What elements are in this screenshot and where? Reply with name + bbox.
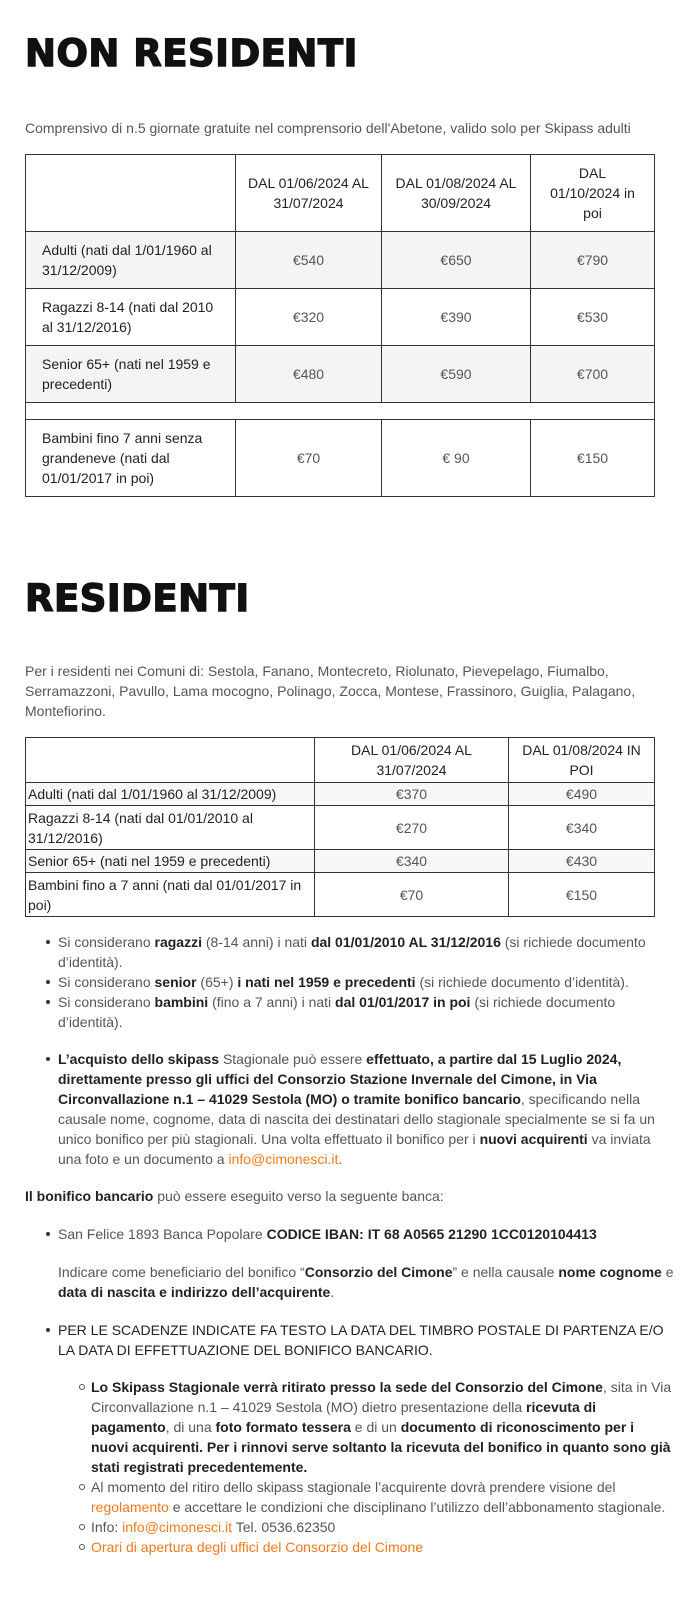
pickup-bold: documento di riconoscimento per i nuovi acquirenti. Per i rinnovi serve soltanto la ricevuta del bonifico in quanto sono già stati registrati precedentemente. bbox=[91, 1419, 671, 1475]
note-bold: dal 01/01/2017 in poi bbox=[335, 994, 471, 1010]
info-phone: Tel. 0536.62350 bbox=[232, 1519, 336, 1535]
table-row bbox=[26, 420, 655, 497]
note-text: (si richiede documento d’identità). bbox=[415, 974, 629, 990]
non-residenti-intro: Comprensivo di n.5 giornate gratuite nel comprensorio dell'Abetone, valido solo per Skipass adulti bbox=[25, 120, 631, 136]
price-cell: €480 bbox=[236, 346, 382, 403]
row-label: Senior 65+ (nati nel 1959 e precedenti) bbox=[26, 850, 315, 873]
note-text: (8-14 anni) i nati bbox=[201, 934, 311, 950]
note-text: (si richiede documento d’identità). bbox=[58, 994, 616, 1030]
price-cell: €540 bbox=[236, 232, 382, 289]
row-label: Adulti (nati dal 1/01/1960 al 31/12/2009) bbox=[26, 783, 315, 806]
price-cell: €320 bbox=[236, 289, 382, 346]
price-cell: €70 bbox=[315, 873, 509, 917]
header-cell-period-3: DAL 01/10/2024 in poi bbox=[531, 155, 655, 232]
note-text: (fino a 7 anni) i nati bbox=[208, 994, 336, 1010]
bank-note-text: e bbox=[661, 1264, 674, 1280]
price-cell: €370 bbox=[315, 783, 509, 806]
note-bold: bambini bbox=[154, 994, 209, 1010]
contact-info bbox=[91, 1517, 675, 1537]
price-cell: €390 bbox=[382, 289, 531, 346]
purchase-info-list bbox=[25, 1049, 675, 1169]
bottom-spacer bbox=[25, 1557, 675, 1575]
price-cell: €150 bbox=[509, 873, 655, 917]
table-row bbox=[26, 873, 655, 917]
pickup-text: , sita in Via Circonvallazione n.1 – 41029 Sestola (MO) dietro presentazione della bbox=[91, 1379, 672, 1415]
price-cell: €700 bbox=[531, 346, 655, 403]
price-cell: €340 bbox=[315, 850, 509, 873]
purchase-text: Stagionale può essere bbox=[219, 1051, 367, 1067]
bank-list bbox=[25, 1224, 675, 1302]
bank-details bbox=[58, 1224, 675, 1302]
pickup-info bbox=[91, 1377, 675, 1477]
price-cell: €790 bbox=[531, 232, 655, 289]
table-header-row bbox=[26, 155, 655, 232]
note-ragazzi bbox=[58, 932, 675, 972]
bank-intro-bold: Il bonifico bancario bbox=[25, 1188, 154, 1204]
bank-note-bold: Consorzio del Cimone bbox=[304, 1264, 453, 1280]
bank-note-text: Indicare come beneficiario del bonifico “ bbox=[58, 1264, 305, 1280]
table-row bbox=[26, 783, 655, 806]
rules-info bbox=[91, 1477, 675, 1517]
price-cell: €270 bbox=[315, 806, 509, 850]
iban-code: CODICE IBAN: IT 68 A0565 21290 1CC0120104413 bbox=[266, 1226, 597, 1242]
row-label: Bambini fino 7 anni senza grandeneve (nati dal 01/01/2017 in poi) bbox=[26, 420, 236, 497]
info-email-link[interactable]: info@cimonesci.it bbox=[122, 1519, 233, 1535]
header-cell-period-1: DAL 01/06/2024 AL 31/07/2024 bbox=[315, 738, 509, 783]
price-cell: € 90 bbox=[382, 420, 531, 497]
price-cell: €150 bbox=[531, 420, 655, 497]
bank-note-bold: nome cognome bbox=[558, 1264, 662, 1280]
price-cell: €340 bbox=[509, 806, 655, 850]
pickup-bold: foto formato tessera bbox=[215, 1419, 351, 1435]
header-cell-empty bbox=[26, 155, 236, 232]
deadline-list bbox=[25, 1320, 675, 1557]
info-label: Info: bbox=[91, 1519, 123, 1535]
age-notes-list bbox=[25, 932, 675, 1032]
rules-text: e accettare le condizioni che disciplinano l’utilizzo dell’abbonamento stagionale. bbox=[168, 1499, 666, 1515]
purchase-info bbox=[58, 1049, 675, 1169]
note-text: (65+) bbox=[196, 974, 238, 990]
bank-name: San Felice 1893 Banca Popolare bbox=[58, 1226, 267, 1242]
bank-intro-text: può essere eseguito verso la seguente banca: bbox=[153, 1188, 444, 1204]
table-row bbox=[26, 850, 655, 873]
table-row bbox=[26, 232, 655, 289]
row-label: Bambini fino a 7 anni (nati dal 01/01/2017 in poi) bbox=[26, 873, 315, 917]
note-senior bbox=[58, 972, 675, 992]
residenti-price-table bbox=[25, 737, 655, 917]
purchase-text: . bbox=[338, 1151, 343, 1167]
table-header-row bbox=[26, 738, 655, 783]
note-bold: dal 01/01/2010 AL 31/12/2016 bbox=[310, 934, 501, 950]
pickup-bold: ricevuta di pagamento bbox=[91, 1399, 597, 1435]
pickup-sublist bbox=[58, 1377, 675, 1557]
note-bold: ragazzi bbox=[154, 934, 202, 950]
bank-note-text: ” e nella causale bbox=[452, 1264, 559, 1280]
header-cell-period-1: DAL 01/06/2024 AL 31/07/2024 bbox=[236, 155, 382, 232]
row-label: Ragazzi 8-14 (nati dal 01/01/2010 al 31/12/2016) bbox=[26, 806, 315, 850]
header-cell-period-2: DAL 01/08/2024 AL 30/09/2024 bbox=[382, 155, 531, 232]
pickup-text: , di una bbox=[165, 1419, 216, 1435]
price-cell: €430 bbox=[509, 850, 655, 873]
bank-note-text: . bbox=[330, 1284, 335, 1300]
note-bold: senior bbox=[154, 974, 197, 990]
bank-note bbox=[58, 1262, 675, 1302]
bank-iban-line bbox=[58, 1224, 675, 1244]
hours-item bbox=[91, 1537, 675, 1557]
spacer-cell bbox=[26, 403, 655, 420]
deadline-item bbox=[58, 1320, 675, 1557]
rules-text: Al momento del ritiro dello skipass stagionale l’acquirente dovrà prendere visione del bbox=[91, 1479, 616, 1495]
purchase-text: , specificando nella causale nome, cognome, data di nascita dei destinatari dello stagionale specialmente se si fa un unico bonifico per più stagionali. Una volta effettuato il bonifico per i bbox=[58, 1091, 655, 1147]
note-bold: i nati nel 1959 e precedenti bbox=[237, 974, 416, 990]
note-text: Si considerano bbox=[58, 934, 155, 950]
price-cell: €650 bbox=[382, 232, 531, 289]
row-label: Senior 65+ (nati nel 1959 e precedenti) bbox=[26, 346, 236, 403]
price-cell: €490 bbox=[509, 783, 655, 806]
row-label: Ragazzi 8-14 (nati dal 2010 al 31/12/2016) bbox=[26, 289, 236, 346]
header-cell-empty bbox=[26, 738, 315, 783]
residenti-intro: Per i residenti nei Comuni di: Sestola, Fanano, Montecreto, Riolunato, Pievepelago, Fiumalbo, Serramazzoni, Pavullo, Lama mocogno, Polinago, Zocca, Montese, Frassinoro, Guiglia, Palagano, Montefiorino. bbox=[25, 663, 636, 719]
price-cell: €530 bbox=[531, 289, 655, 346]
bank-intro bbox=[25, 1186, 675, 1206]
header-cell-period-2: DAL 01/08/2024 IN POI bbox=[509, 738, 655, 783]
table-spacer-row bbox=[26, 403, 655, 420]
bank-note-bold: data di nascita e indirizzo dell’acquirente bbox=[58, 1284, 331, 1300]
table-row bbox=[26, 289, 655, 346]
price-cell: €70 bbox=[236, 420, 382, 497]
non-residenti-title: NON RESIDENTI bbox=[25, 32, 358, 75]
deadline-text: PER LE SCADENZE INDICATE FA TESTO LA DATA DEL TIMBRO POSTALE DI PARTENZA E/O LA DATA DI EFFETTUAZIONE DEL BONIFICO BANCARIO. bbox=[58, 1322, 664, 1358]
purchase-bold: L’acquisto dello skipass bbox=[58, 1051, 220, 1067]
note-text: Si considerano bbox=[58, 994, 155, 1010]
row-label: Adulti (nati dal 1/01/1960 al 31/12/2009) bbox=[26, 232, 236, 289]
purchase-bold: nuovi acquirenti bbox=[479, 1131, 588, 1147]
non-residenti-price-table bbox=[25, 154, 655, 497]
purchase-text: va inviata una foto e un documento a bbox=[58, 1131, 651, 1167]
regolamento-link[interactable]: regolamento bbox=[91, 1499, 169, 1515]
note-text: Si considerano bbox=[58, 974, 155, 990]
residenti-title: RESIDENTI bbox=[25, 577, 250, 620]
office-hours-link[interactable]: Orari di apertura degli uffici del Consorzio del Cimone bbox=[91, 1539, 424, 1555]
table-row bbox=[26, 806, 655, 850]
pickup-text: e di un bbox=[350, 1419, 401, 1435]
table-row bbox=[26, 346, 655, 403]
note-text: (si richiede documento d’identità). bbox=[58, 934, 646, 970]
note-bambini bbox=[58, 992, 675, 1032]
price-cell: €590 bbox=[382, 346, 531, 403]
email-link[interactable]: info@cimonesci.it bbox=[228, 1151, 339, 1167]
purchase-bold: effettuato, a partire dal 15 Luglio 2024, direttamente presso gli uffici del Consorzio Stazione Invernale del Cimone, in Via Circonvallazione n.1 – 41029 Sestola (MO) o tramite bonifico bancario bbox=[58, 1051, 622, 1107]
pickup-bold: Lo Skipass Stagionale verrà ritirato presso la sede del Consorzio del Cimone bbox=[91, 1379, 603, 1395]
